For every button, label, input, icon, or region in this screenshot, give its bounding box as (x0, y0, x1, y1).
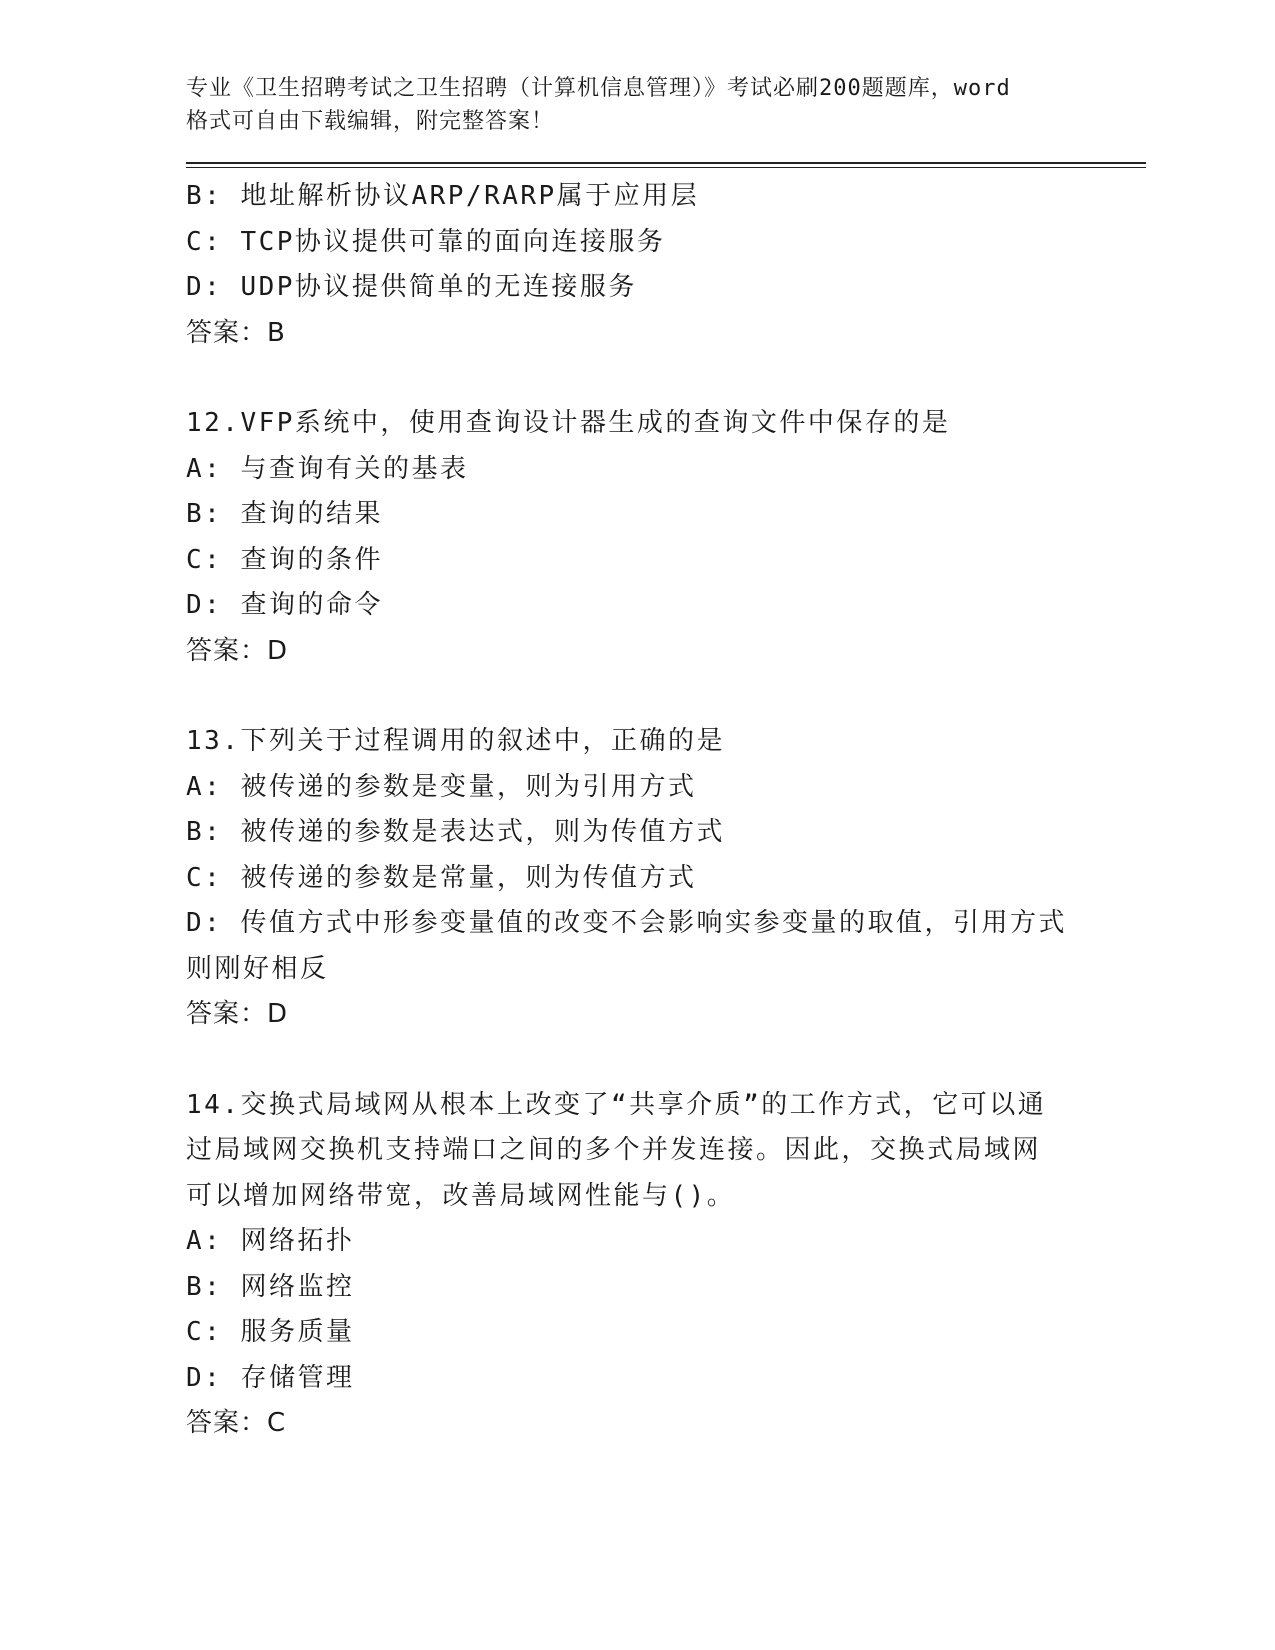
document-page (186, 72, 1146, 1447)
option-d: D: 查询的命令 (186, 590, 383, 620)
question-stem-line-3: 可以增加网络带宽，改善局域网性能与()。 (186, 1180, 736, 1211)
option-d-line-1: D: 传值方式中形参变量值的改变不会影响实参变量的取值，引用方式 (186, 908, 1067, 938)
header-title-line-1: 专业《卫生招聘考试之卫生招聘（计算机信息管理）》考试必刷200题题库，word (186, 76, 1011, 101)
option-c: C: 查询的条件 (186, 544, 383, 575)
option-b: B: 被传递的参数是表达式，则为传值方式 (186, 817, 725, 847)
option-a: A: 与查询有关的基表 (186, 453, 469, 484)
option-c: C: 被传递的参数是常量，则为传值方式 (186, 862, 697, 893)
question-stem: 12.VFP系统中，使用查询设计器生成的查询文件中保存的是 (186, 408, 951, 438)
answer: 答案：B (186, 317, 286, 348)
answer: 答案：C (186, 1408, 287, 1438)
question-12 (186, 401, 1146, 674)
header-divider (186, 162, 1146, 164)
answer: 答案：D (186, 635, 289, 666)
question-13 (186, 719, 1146, 1038)
question-11-tail (186, 174, 1146, 356)
question-stem: 13.下列关于过程调用的叙述中，正确的是 (186, 726, 725, 756)
header-title-line-2: 格式可自由下载编辑，附完整答案！ (186, 109, 555, 134)
option-a: A: 网络拓扑 (186, 1226, 355, 1256)
question-stem-line-1: 14.交换式局域网从根本上改变了“共享介质”的工作方式，它可以通 (186, 1089, 1047, 1120)
option-d: D: 存储管理 (186, 1362, 355, 1393)
option-c: C: TCP协议提供可靠的面向连接服务 (186, 226, 666, 257)
option-d-line-2: 则刚好相反 (186, 953, 329, 984)
option-b: B: 地址解析协议ARP/RARP属于应用层 (186, 181, 700, 211)
option-a: A: 被传递的参数是变量，则为引用方式 (186, 771, 697, 802)
answer: 答案：D (186, 999, 289, 1029)
document-header (186, 72, 1146, 138)
option-d: D: UDP协议提供简单的无连接服务 (186, 272, 637, 302)
option-c: C: 服务质量 (186, 1317, 355, 1347)
question-stem-line-2: 过局域网交换机支持端口之间的多个并发连接。因此，交换式局域网 (186, 1135, 1042, 1165)
option-b: B: 查询的结果 (186, 499, 383, 529)
option-b: B: 网络监控 (186, 1271, 355, 1302)
question-14 (186, 1083, 1146, 1447)
